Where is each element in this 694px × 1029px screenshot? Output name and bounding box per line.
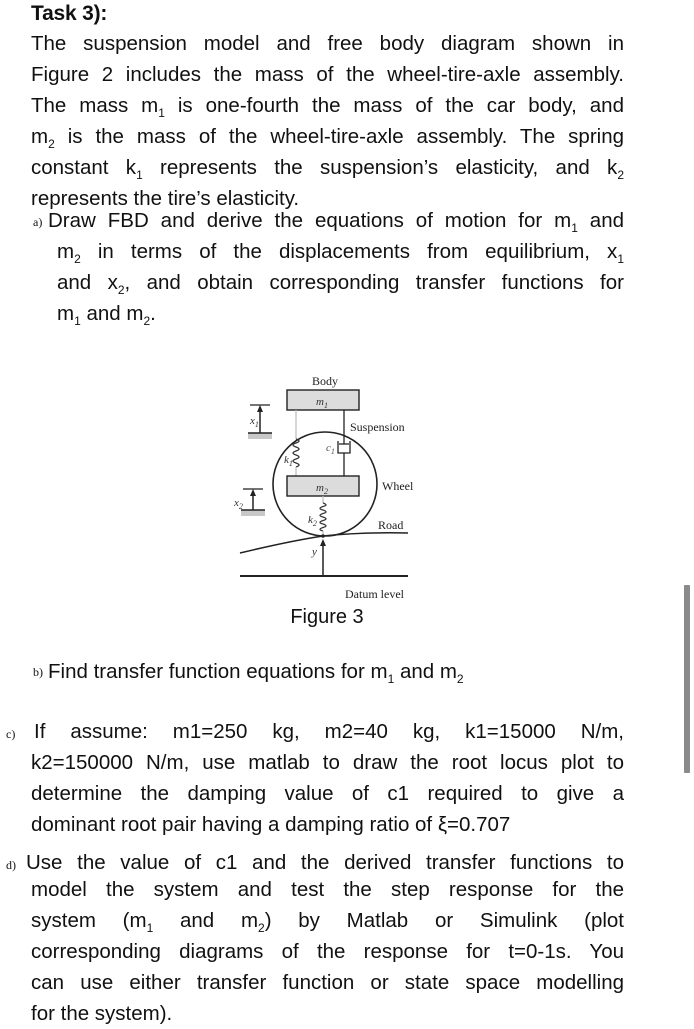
figure-caption: Figure 3 — [290, 606, 364, 628]
k1-label: $k_1$ — [284, 454, 293, 468]
part-d — [31, 874, 624, 1029]
intro-line-4: $m_2$ is the mass of the wheel-tire-axle assembly. The spring — [31, 125, 624, 151]
part-d-line-5: can use either transfer function or state space modelling — [31, 971, 624, 994]
part-a-line-3: and $x_2$, and obtain corresponding transfer functions for — [57, 271, 624, 297]
part-c-line-3: determine the damping value of c1 required to give a — [31, 782, 624, 805]
part-c — [31, 716, 624, 840]
intro-line-6: represents the tire’s elasticity. — [31, 187, 300, 210]
intro-line-5: constant $k_1$ represents the suspension’s elasticity, and $k_2$ — [31, 156, 624, 182]
datum-label: Datum level — [345, 587, 404, 601]
part-a — [48, 205, 624, 236]
x2-label: $x_2$ — [234, 497, 243, 511]
wheel-label: Wheel — [382, 479, 414, 493]
quarter-car-model-figure — [230, 365, 430, 605]
vertical-scrollbar-thumb[interactable] — [684, 585, 690, 773]
part-c-marker: c) — [6, 727, 16, 741]
m1-label: $m_1$ — [316, 396, 328, 410]
part-a-line-2: $m_2$ in terms of the displacements from equilibrium, $x_1$ — [57, 240, 624, 266]
intro-line-1: The suspension model and free body diagram shown in — [31, 32, 624, 55]
x1-ground — [248, 433, 272, 439]
part-a-marker: a) — [33, 215, 43, 229]
k1-spring — [293, 439, 299, 467]
m2-label: $m_2$ — [316, 482, 328, 496]
part-b-marker: b) — [33, 665, 43, 679]
road-label: Road — [378, 518, 404, 532]
part-d-line-3: system ($m_1$ and $m_2$) by Matlab or Simulink (plot — [31, 909, 625, 935]
part-d-line-6: for the system). — [31, 1002, 173, 1025]
intro-line-2: Figure 2 includes the mass of the wheel-tire-axle assembly. — [31, 63, 624, 86]
part-d-line-4: corresponding diagrams of the response for t=0-1s. You — [31, 940, 624, 963]
y-label: y — [312, 546, 317, 558]
k2-label: $k_2$ — [308, 514, 317, 528]
part-c-line-4: dominant root pair having a damping ratio of ξ=0.707 — [31, 813, 511, 836]
part-b-line: Find transfer function equations for $m_1$ and $m_2$ — [48, 660, 464, 686]
part-d-line-1: Use the value of c1 and the derived transfer functions to — [26, 851, 624, 874]
part-c-line-1: If assume: m1=250 kg, m2=40 kg, k1=15000 N/m, — [34, 720, 624, 743]
suspension-diagram — [230, 365, 430, 605]
part-c-line-2: k2=150000 N/m, use matlab to draw the root locus plot to — [31, 751, 624, 774]
suspension-label: Suspension — [350, 420, 405, 434]
part-a-cont — [57, 236, 624, 329]
part-a-line-1: Draw FBD and derive the equations of motion for $m_1$ and — [48, 209, 624, 235]
x2-ground — [241, 510, 265, 516]
intro-line-3: The mass $m_1$ is one-fourth the mass of the car body, and — [31, 94, 624, 120]
part-a-line-4: $m_1$ and $m_2$. — [57, 302, 156, 328]
part-b — [48, 656, 464, 687]
intro-paragraph — [31, 28, 624, 214]
k2-spring — [320, 503, 326, 531]
x1-label: $x_1$ — [250, 415, 259, 429]
body-label: Body — [312, 374, 339, 388]
c1-label: $c_1$ — [326, 442, 335, 456]
part-d-marker: d) — [6, 858, 16, 872]
part-d-line-2: model the system and test the step response for the — [31, 878, 624, 901]
contact-point — [321, 534, 325, 538]
task-title: Task 3): — [31, 2, 108, 25]
